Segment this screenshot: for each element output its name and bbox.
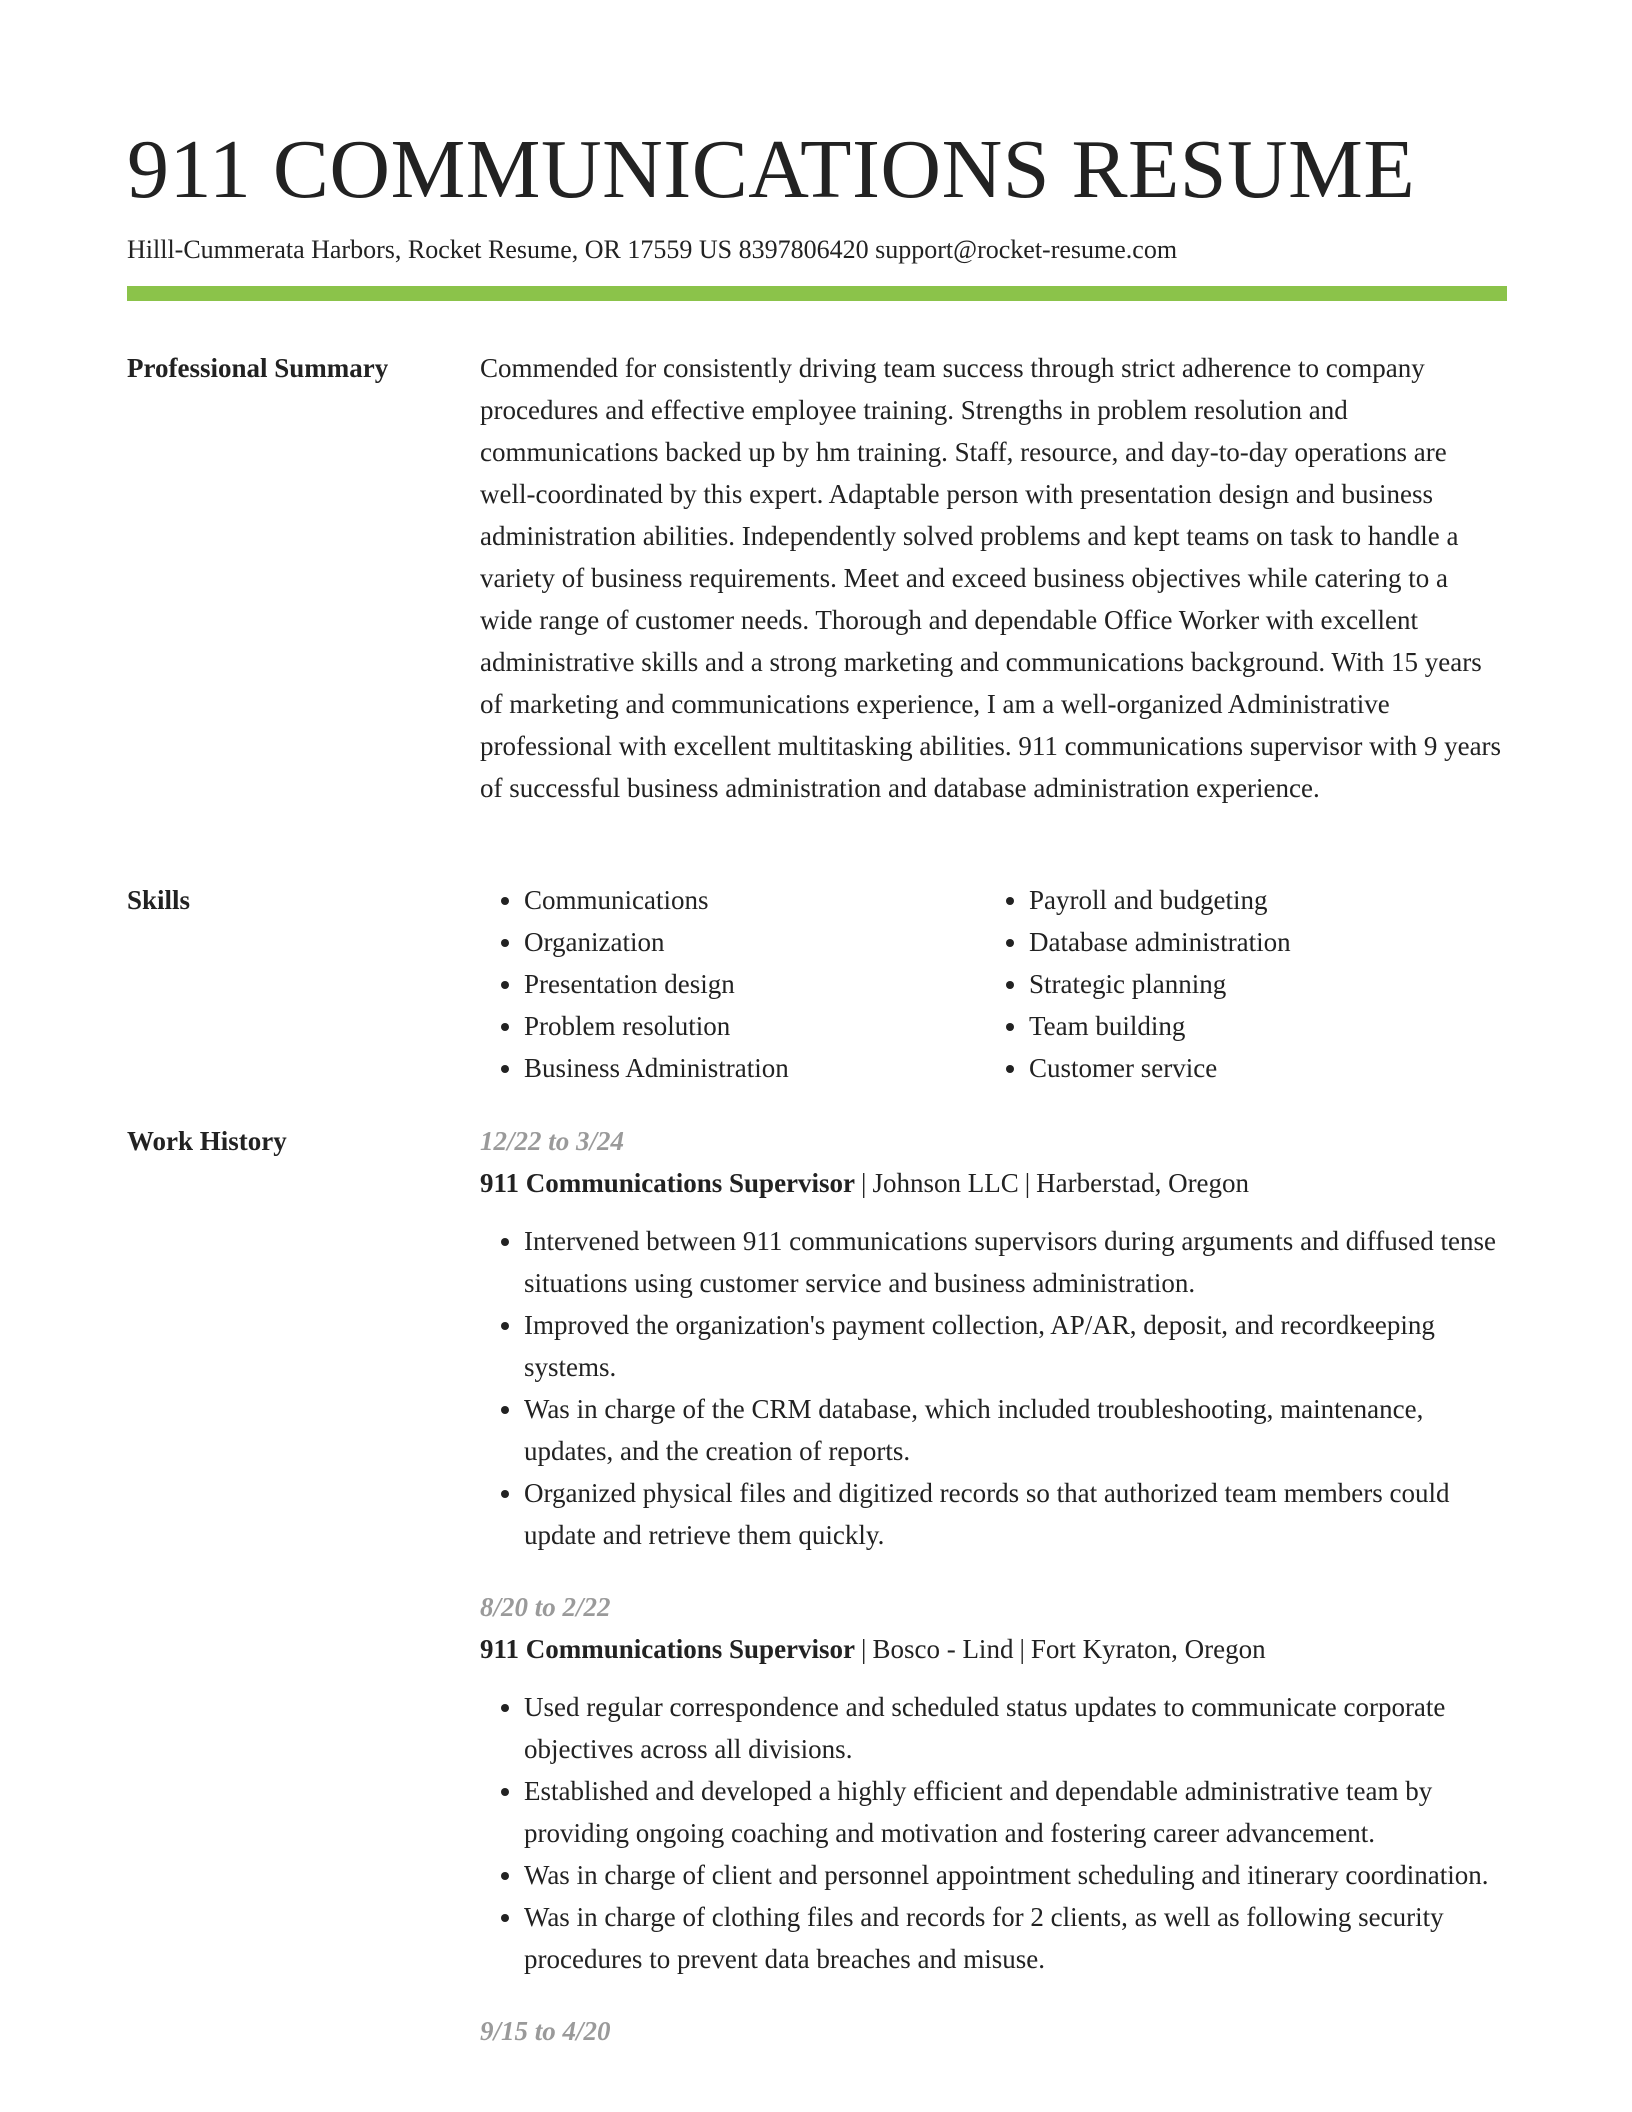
job-dates: 12/22 to 3/24 [480, 1126, 625, 1156]
job-bullet: • Was in charge of client and personnel appointment scheduling and itinerary coordination. [524, 1854, 1507, 1896]
job-bullet-list [480, 1686, 1507, 1980]
job-title: 911 Communications Supervisor [480, 1168, 856, 1198]
summary-heading: Professional Summary [127, 353, 389, 383]
skill-item: • Payroll and budgeting [1029, 879, 1490, 921]
job-entry [480, 1586, 1507, 1980]
job-dates: 8/20 to 2/22 [480, 1592, 611, 1622]
skills-body [480, 879, 1507, 1089]
skills-list-left [480, 879, 985, 1089]
skills-columns [480, 879, 1507, 1089]
job-header [480, 1162, 1507, 1204]
job-bullet: • Intervened between 911 communications supervisors during arguments and diffused tense situations using customer service and business administration. [524, 1220, 1507, 1304]
job-bullet: • Was in charge of the CRM database, which included troubleshooting, maintenance, updates, and the creation of reports. [524, 1388, 1507, 1472]
job-header [480, 1628, 1507, 1670]
job-location: Harberstad, Oregon [1036, 1168, 1250, 1198]
job-separator: | [861, 1634, 867, 1664]
work-history-body [480, 1120, 1507, 2082]
job-separator: | [1024, 1168, 1031, 1198]
job-separator: | [861, 1168, 867, 1198]
job-bullet: • Organized physical files and digitized records so that authorized team members could update and retrieve them quickly. [524, 1472, 1507, 1556]
job-entry [480, 1120, 1507, 1556]
skill-item: • Presentation design [524, 963, 985, 1005]
accent-divider [127, 286, 1507, 301]
job-bullet: • Used regular correspondence and scheduled status updates to communicate corporate objectives across all divisions. [524, 1686, 1507, 1770]
job-bullet: • Established and developed a highly efficient and dependable administrative team by providing ongoing coaching and motivation and fostering career advancement. [524, 1770, 1507, 1854]
job-separator: | [1019, 1634, 1025, 1664]
skill-item: • Communications [524, 879, 985, 921]
job-entry [480, 2010, 1507, 2052]
job-bullet-list [480, 1220, 1507, 1556]
summary-text: Commended for consistently driving team success through strict adherence to company procedures and effective employee training. Strengths in problem resolution and communications backed up by hm training. Staff, resource, and day-to-day operations are well-coordinated by this expert. Adaptable person with presentation design and business administration abilities. Independently solved problems and kept teams on task to handle a variety of business requirements. Meet and exceed business objectives while catering to a wide range of customer needs. Thorough and dependable Office Worker with excellent administrative skills and a strong marketing and communications background. With 15 years of marketing and communications experience, I am a well-organized Administrative professional with excellent multitasking abilities. 911 communications supervisor with 9 years of successful business administration and database administration experience. [480, 353, 1502, 803]
summary-body [480, 347, 1507, 809]
job-title: 911 Communications Supervisor [480, 1634, 856, 1664]
skills-list-right [985, 879, 1490, 1089]
job-company: Johnson LLC [872, 1168, 1019, 1198]
job-location: Fort Kyraton, Oregon [1030, 1634, 1266, 1664]
skill-item: • Problem resolution [524, 1005, 985, 1047]
job-bullet: • Improved the organization's payment collection, AP/AR, deposit, and recordkeeping systems. [524, 1304, 1507, 1388]
job-bullet: • Was in charge of clothing files and records for 2 clients, as well as following security procedures to prevent data breaches and misuse. [524, 1896, 1507, 1980]
contact-line: Hilll-Cummerata Harbors, Rocket Resume, OR 17559 US 8397806420 support@rocket-resume.com [127, 235, 1178, 264]
skill-item: • Team building [1029, 1005, 1490, 1047]
job-company: Bosco - Lind [872, 1634, 1014, 1664]
work-history-heading: Work History [127, 1126, 287, 1156]
skill-item: • Organization [524, 921, 985, 963]
resume-title: 911 COMMUNICATIONS RESUME [127, 123, 1416, 216]
skills-heading: Skills [127, 885, 191, 915]
skill-item: • Business Administration [524, 1047, 985, 1089]
skill-item: • Database administration [1029, 921, 1490, 963]
job-dates: 9/15 to 4/20 [480, 2016, 611, 2046]
skill-item: • Customer service [1029, 1047, 1490, 1089]
skill-item: • Strategic planning [1029, 963, 1490, 1005]
